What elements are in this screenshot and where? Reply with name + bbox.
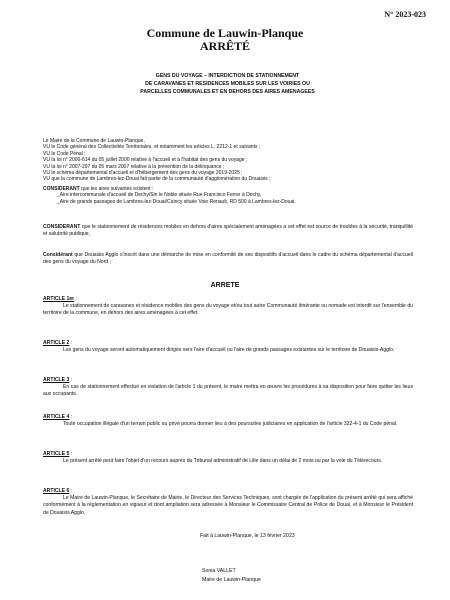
considerant-item: _Aire de grands passages de Lambres-lez-Douai/Cuincy située Voie Renault, RD 500 à Lambres-lez-Douai. bbox=[57, 198, 296, 205]
article-3 bbox=[43, 377, 413, 399]
considerant-2 bbox=[43, 224, 413, 238]
article-label: ARTICLE 2 bbox=[43, 340, 70, 346]
considerant-1 bbox=[43, 186, 413, 205]
subject-line-2: DE CARAVANES ET RESIDENCES MOBILES SUR LES VOIRIES OU bbox=[145, 81, 310, 88]
visa-line: VU la loi n° 2007-297 du 05 mars 2007 relative à la prévention de la délinquance ; bbox=[43, 163, 225, 170]
considerant-text: que les aires suivantes existent : bbox=[79, 186, 154, 192]
considerant-label: Considérant bbox=[43, 252, 73, 258]
article-1 bbox=[43, 296, 413, 318]
article-text: Le présent arrêté peut faire l'objet d'un recours auprès du Tribunal administratif de Lille dans un délai de 2 mois ou par la voie du Télérecours. bbox=[63, 458, 383, 465]
subject-line-1: GENS DU VOYAGE – INTERDICTION DE STATIONNEMENT bbox=[155, 73, 300, 79]
article-text: Les gens du voyage seront automatiquement dirigés vers l'aire d'accueil ou l'aire de grands passages existantes sur le territoire de Douaisis-Agglo. bbox=[63, 347, 395, 354]
signature-block bbox=[202, 567, 261, 584]
considerant-text: que le stationnement de résidences mobiles en dehors d'aires spécialement aménagées a cet effet est source de troubles à la sécurité, tranquillité et salubrité publique, bbox=[43, 224, 413, 238]
article-label: ARTICLE 4 bbox=[43, 414, 70, 420]
subject-line-3: PARCELLES COMMUNALES ET EN DEHORS DES AIRES AMENAGEES bbox=[140, 89, 315, 96]
article-label-suffix: : bbox=[69, 340, 73, 346]
considerant-label: CONSIDERANT bbox=[43, 224, 81, 230]
considerant-text: que Douaisis Agglo s'inscrit dans une démarche de mise en conformité de ses dispositifs d'accueil dans le cadre du schéma départemental d'accueil des gens du voyage du Nord ; bbox=[43, 252, 413, 266]
article-label: ARTICLE 5 bbox=[43, 451, 70, 457]
considerant-label: CONSIDERANT bbox=[43, 186, 80, 192]
article-6 bbox=[43, 488, 413, 517]
commune-title: Commune de Lauwin-Planque bbox=[146, 26, 304, 40]
article-label-suffix: : bbox=[74, 296, 77, 302]
visa-line: VU le schéma départemental d'accueil et d'hébergement des gens du voyage 2019-2025 ; bbox=[43, 170, 243, 177]
article-2 bbox=[43, 340, 413, 354]
article-label: ARTICLE 3 bbox=[43, 377, 70, 383]
place-date: Fait à Lauwin-Planque, le 13 février 2023 bbox=[200, 533, 295, 539]
arrete-heading: ARRETE bbox=[210, 282, 240, 289]
article-text: Toute occupation illégale d'un terrain public ou privé pourra donner lieu à des poursuites judiciaires en application de l'article 322-4-1 du Code pénal. bbox=[63, 421, 398, 428]
article-text: Le Maire de Lauwin-Planque, le Secrétaire de Mairie, le Directeur des Services Techniques, sont chargés de l'application du présent arrêté qui sera affiché conformément à la réglementation en vigueur et dont ampliation sera adressée à Monsieur le Commissaire Central de Police de Douai, et à Monsieur le Président de Douaisis Agglo. bbox=[43, 495, 413, 516]
article-text: En cas de stationnement effectué en violation de l'article 1 du présent, le maire mettra en œuvre les procédures à sa disposition pour faire quitter les lieux aux occupants. bbox=[43, 384, 413, 398]
visa-line: VU la loi n° 2000-614 du 05 juillet 2000 relative à l'accueil et à l'habitat des gens du voyage ; bbox=[43, 157, 248, 164]
article-text: Le stationnement de caravanes et résidence mobiles des gens du voyage et/ou tout autre Communauté itinérante ou nomade est interdit sur l'ensemble du territoire de la commune, en dehors des aires aménagées à cet effet. bbox=[43, 303, 413, 317]
considerant-item: _Aire intercommunale d'accueil de Dechy/Sin le Noble située Rue Francisco Ferrer à Dechy, bbox=[57, 192, 262, 199]
article-4 bbox=[43, 414, 413, 428]
article-label-suffix: : bbox=[69, 377, 73, 383]
article-label: ARTICLE 6 bbox=[43, 488, 70, 494]
visa-line: VU que la commune de Lambres-lez-Douai fait partie de la communauté d'agglomération du Douaisis ; bbox=[43, 176, 271, 183]
subject-block bbox=[95, 72, 360, 97]
preamble-intro: Le Maire de la Commune de Lauwin-Planque, bbox=[43, 138, 145, 144]
signer-name: Sonia VALLET bbox=[202, 568, 236, 574]
document-title: ARRÊTÉ bbox=[199, 39, 250, 53]
article-label-suffix: : bbox=[69, 488, 73, 494]
considerant-3 bbox=[43, 252, 413, 266]
preamble bbox=[43, 138, 413, 183]
article-5 bbox=[43, 451, 413, 465]
article-label-suffix: : bbox=[69, 414, 73, 420]
article-label-suffix: : bbox=[69, 451, 73, 457]
arrete-number: N° 2023-023 bbox=[384, 10, 426, 19]
article-label: ARTICLE 1er bbox=[43, 296, 75, 302]
visa-line: VU le Code général des Collectivités Territoriales, et notamment les articles L. 2212-1 et suivants ; bbox=[43, 144, 261, 151]
signer-title: Maire de Lauwin-Planque bbox=[202, 576, 261, 583]
visa-line: VU le Code Pénal ; bbox=[43, 150, 86, 157]
